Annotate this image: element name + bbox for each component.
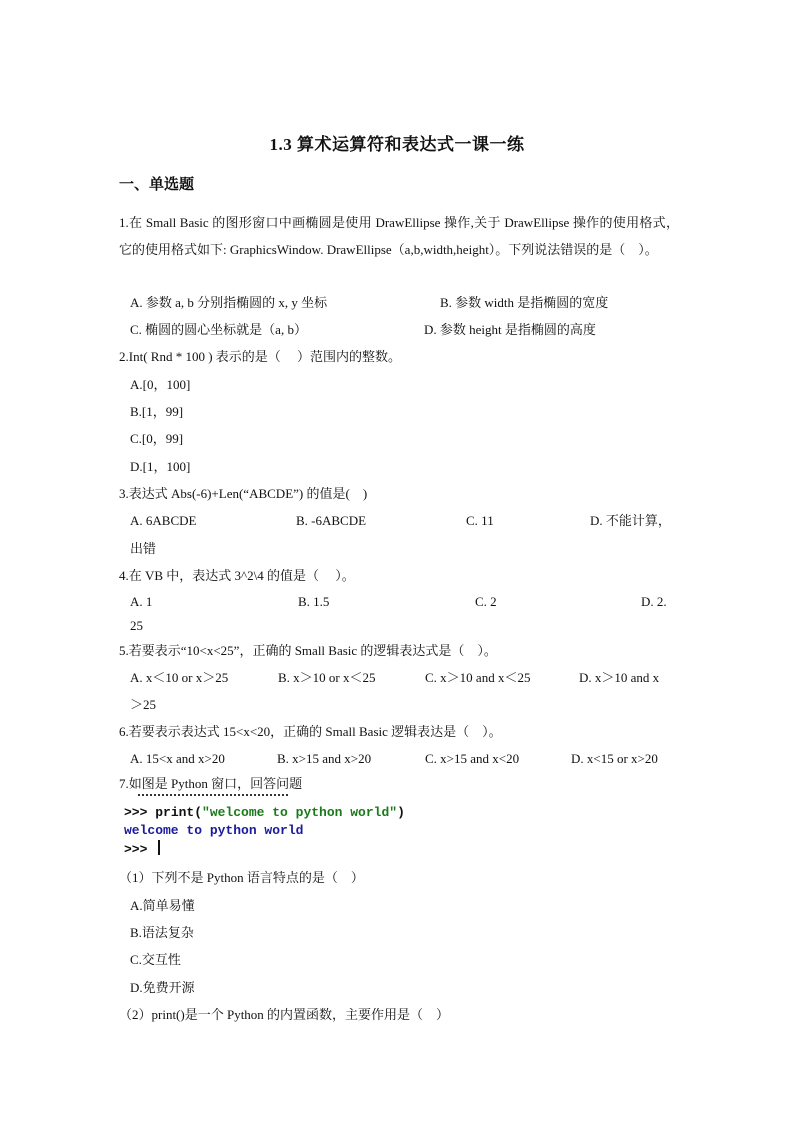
question-4-option-a: A. 1: [130, 594, 153, 609]
question-4-option-b: B. 1.5: [298, 594, 330, 609]
question-5-option-a: A. x＜10 or x＞25: [130, 670, 229, 685]
question-7-text: 7.如图是 Python 窗口，回答问题: [119, 776, 303, 791]
question-7-sub-2-text: （2）print()是一个 Python 的内置函数，主要作用是（ ）: [119, 1007, 450, 1022]
question-3-option-d: D. 不能计算，: [590, 513, 671, 528]
question-5-text: 5.若要表示“10<x<25”，正确的 Small Basic 的逻辑表达式是（ ）。: [119, 643, 497, 658]
question-5-option-d-continued: ＞25: [130, 697, 157, 712]
question-6-option-d: D. x<15 or x>20: [571, 751, 658, 766]
question-1-text: 1.在 Small Basic 的图形窗口中画椭圆是使用 DrawEllipse 操作,关于 DrawEllipse 操作的使用格式，它的使用格式如下: GraphicsWindow. DrawEllipse（a,b,width,height）。下列说法错误的是（ ）。: [119, 215, 679, 257]
text-cursor: [158, 840, 160, 855]
python-string: "welcome to python world": [202, 805, 398, 820]
question-6-option-a: A. 15<x and x>20: [130, 751, 225, 766]
question-6-text: 6.若要表示表达式 15<x<20，正确的 Small Basic 逻辑表达是（ ）。: [119, 724, 502, 739]
question-2-option-b: B.[1，99]: [130, 404, 184, 419]
question-2-option-a: A.[0，100]: [130, 377, 191, 392]
section-heading: 一、单选题: [119, 177, 195, 193]
question-7-sub-1-text: （1）下列不是 Python 语言特点的是（ ）: [119, 870, 364, 885]
question-3-option-a: A. 6ABCDE: [130, 513, 197, 528]
question-3-option-c: C. 11: [466, 513, 494, 528]
question-1-option-b: B. 参数 width 是指椭圆的宽度: [440, 295, 609, 310]
question-1-option-c: C. 椭圆的圆心坐标就是（a, b）: [130, 322, 307, 337]
question-4-option-d: D. 2.: [641, 594, 667, 609]
page-title: 1.3 算术运算符和表达式一课一练: [269, 135, 525, 154]
python-prompt: >>>: [124, 842, 156, 857]
question-3-option-d-continued: 出错: [130, 541, 157, 556]
question-4-text: 4.在 VB 中，表达式 3^2\4 的值是（ ）。: [119, 568, 355, 583]
python-shell-screenshot: [124, 798, 444, 860]
question-3-option-b: B. -6ABCDE: [296, 513, 367, 528]
question-5-option-d: D. x＞10 and x: [579, 670, 660, 685]
question-6-option-c: C. x>15 and x<20: [425, 751, 520, 766]
python-output-line: welcome to python world: [124, 823, 304, 838]
question-7-sub-1-option-d: D.免费开源: [130, 980, 195, 995]
cropped-edge: [138, 794, 288, 800]
question-6-option-b: B. x>15 and x>20: [277, 751, 372, 766]
question-5-option-b: B. x＞10 or x＜25: [278, 670, 376, 685]
python-prompt: >>>: [124, 805, 156, 820]
question-2-option-c: C.[0，99]: [130, 431, 184, 446]
python-prompt-line: [124, 840, 160, 859]
question-4-option-d-continued: 25: [130, 618, 143, 633]
question-2-option-d: D.[1，100]: [130, 459, 191, 474]
python-input-line: [124, 804, 405, 822]
python-call: print(: [155, 805, 203, 820]
question-3-text: 3.表达式 Abs(-6)+Len(“ABCDE”) 的值是( ): [119, 486, 368, 501]
question-1-option-a: A. 参数 a, b 分别指椭圆的 x, y 坐标: [130, 295, 328, 310]
question-7-sub-1-option-b: B.语法复杂: [130, 925, 194, 940]
python-close-paren: ): [397, 805, 405, 820]
question-7-sub-1-option-a: A.简单易懂: [130, 898, 195, 913]
question-5-option-c: C. x＞10 and x＜25: [425, 670, 531, 685]
question-4-option-c: C. 2: [475, 594, 497, 609]
question-7-sub-1-option-c: C.交互性: [130, 952, 181, 967]
question-2-text: 2.Int( Rnd * 100 ) 表示的是（ ）范围内的整数。: [119, 349, 402, 364]
question-1-option-d: D. 参数 height 是指椭圆的高度: [424, 322, 596, 337]
